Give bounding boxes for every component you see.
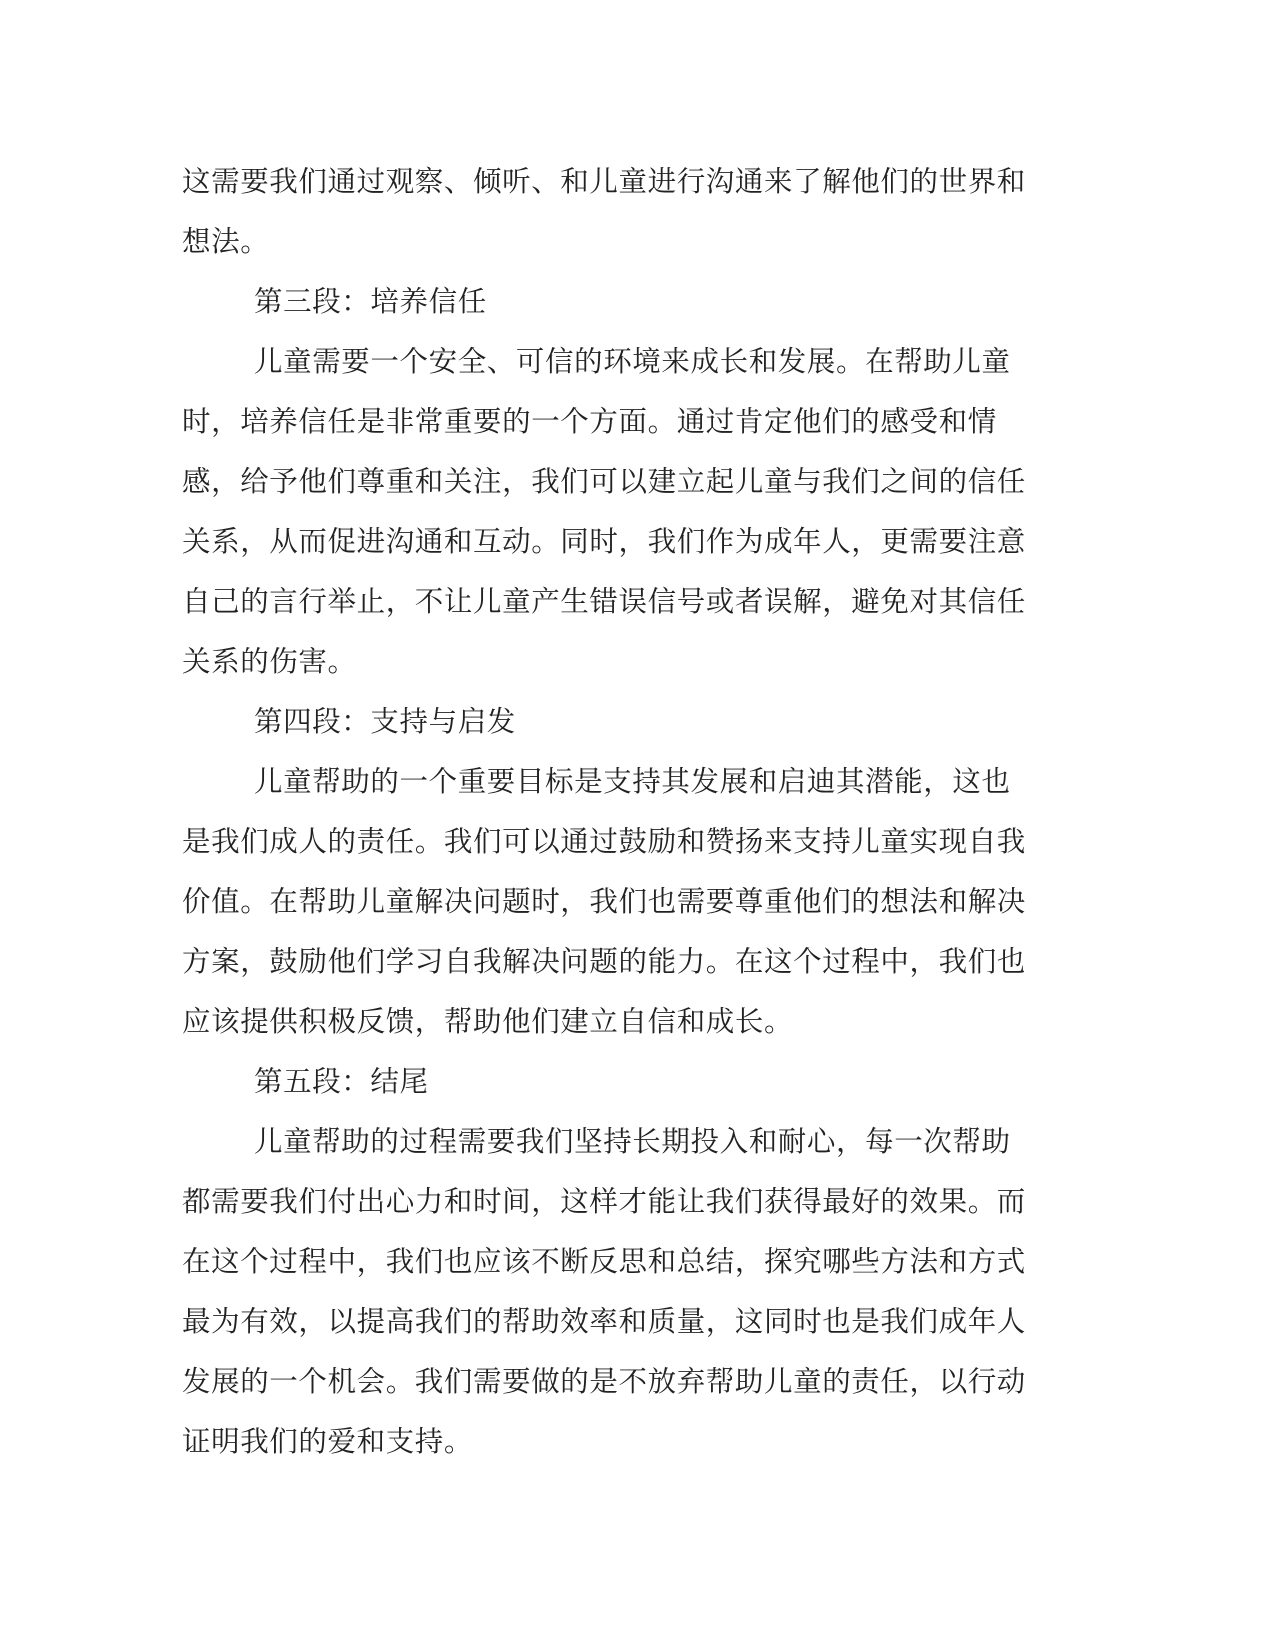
- section-heading-5: 第五段：结尾: [254, 1065, 429, 1098]
- section-heading-3: 第三段：培养信任: [254, 285, 487, 318]
- paragraph-section-4: 儿童帮助的一个重要目标是支持其发展和启迪其潜能，这也是我们成人的责任。我们可以通过鼓励和赞扬来支持儿童实现自我价值。在帮助儿童解决问题时，我们也需要尊重他们的想法和解决方案，鼓励他们学习自我解决问题的能力。在这个过程中，我们也应该提供积极反馈，帮助他们建立自信和成长。: [182, 765, 1026, 1038]
- paragraph-section-5: 儿童帮助的过程需要我们坚持长期投入和耐心，每一次帮助都需要我们付出心力和时间，这样才能让我们获得最好的效果。而在这个过程中，我们也应该不断反思和总结，探究哪些方法和方式最为有效，以提高我们的帮助效率和质量，这同时也是我们成年人发展的一个机会。我们需要做的是不放弃帮助儿童的责任，以行动证明我们的爱和支持。: [182, 1125, 1026, 1458]
- paragraph-section-3: 儿童需要一个安全、可信的环境来成长和发展。在帮助儿童时，培养信任是非常重要的一个方面。通过肯定他们的感受和情感，给予他们尊重和关注，我们可以建立起儿童与我们之间的信任关系，从而促进沟通和互动。同时，我们作为成年人，更需要注意自己的言行举止，不让儿童产生错误信号或者误解，避免对其信任关系的伤害。: [182, 345, 1026, 678]
- section-heading-4: 第四段：支持与启发: [254, 705, 516, 738]
- document-body: [182, 152, 1034, 1472]
- paragraph-continuation: 这需要我们通过观察、倾听、和儿童进行沟通来了解他们的世界和想法。: [182, 165, 1026, 258]
